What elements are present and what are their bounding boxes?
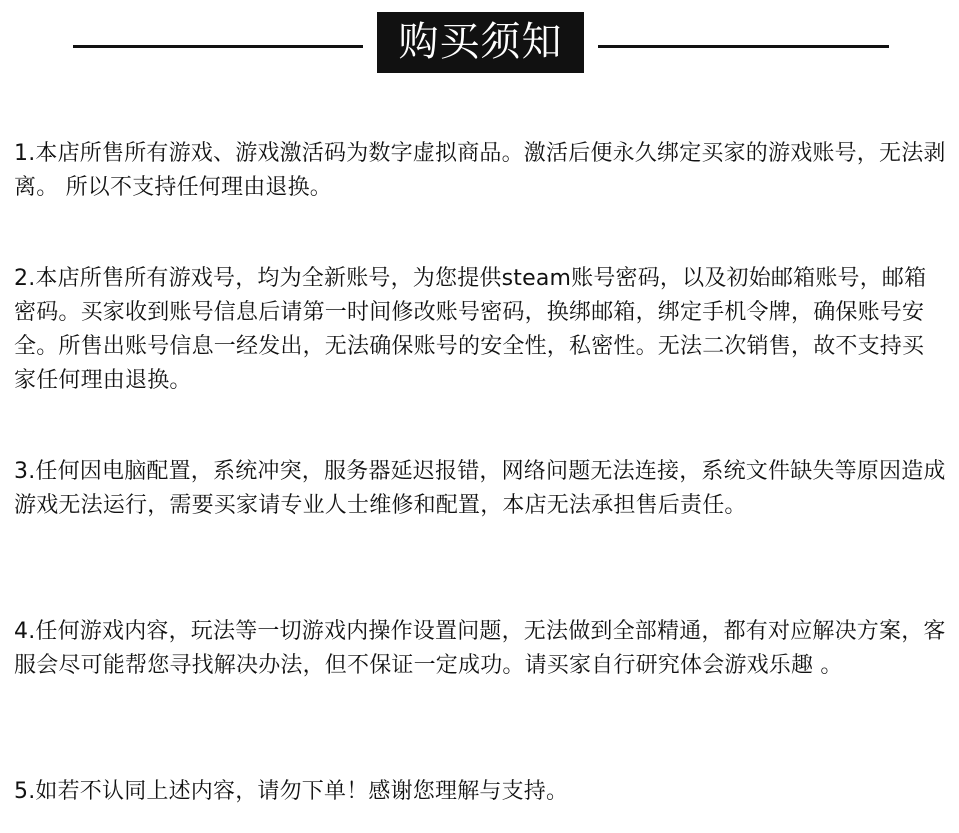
page-title: 购买须知 [377, 12, 584, 73]
notice-item-2: 2.本店所售所有游戏号，均为全新账号，为您提供steam账号密码，以及初始邮箱账号，邮箱密码。买家收到账号信息后请第一时间修改账号密码，换绑邮箱，绑定手机令牌，确保账号安全。所售出账号信息一经发出，无法确保账号的安全性，私密性。无法二次销售，故不支持买家任何理由退换。 [14, 266, 927, 393]
right-divider-line [598, 45, 889, 48]
notice-item-5: 5.如若不认同上述内容，请勿下单！感谢您理解与支持。 [14, 779, 569, 804]
left-divider-line [73, 45, 363, 48]
notice-item-4: 4.任何游戏内容，玩法等一切游戏内操作设置问题，无法做到全部精通，都有对应解决方案，客服会尽可能帮您寻找解决办法，但不保证一定成功。请买家自行研究体会游戏乐趣 。 [14, 619, 946, 678]
notice-item-3: 3.任何因电脑配置，系统冲突，服务器延迟报错，网络问题无法连接，系统文件缺失等原因造成游戏无法运行，需要买家请专业人士维修和配置，本店无法承担售后责任。 [14, 459, 946, 518]
notice-item-1: 1.本店所售所有游戏、游戏激活码为数字虚拟商品。激活后便永久绑定买家的游戏账号，无法剥离。 所以不支持任何理由退换。 [14, 141, 946, 200]
header [0, 0, 959, 92]
